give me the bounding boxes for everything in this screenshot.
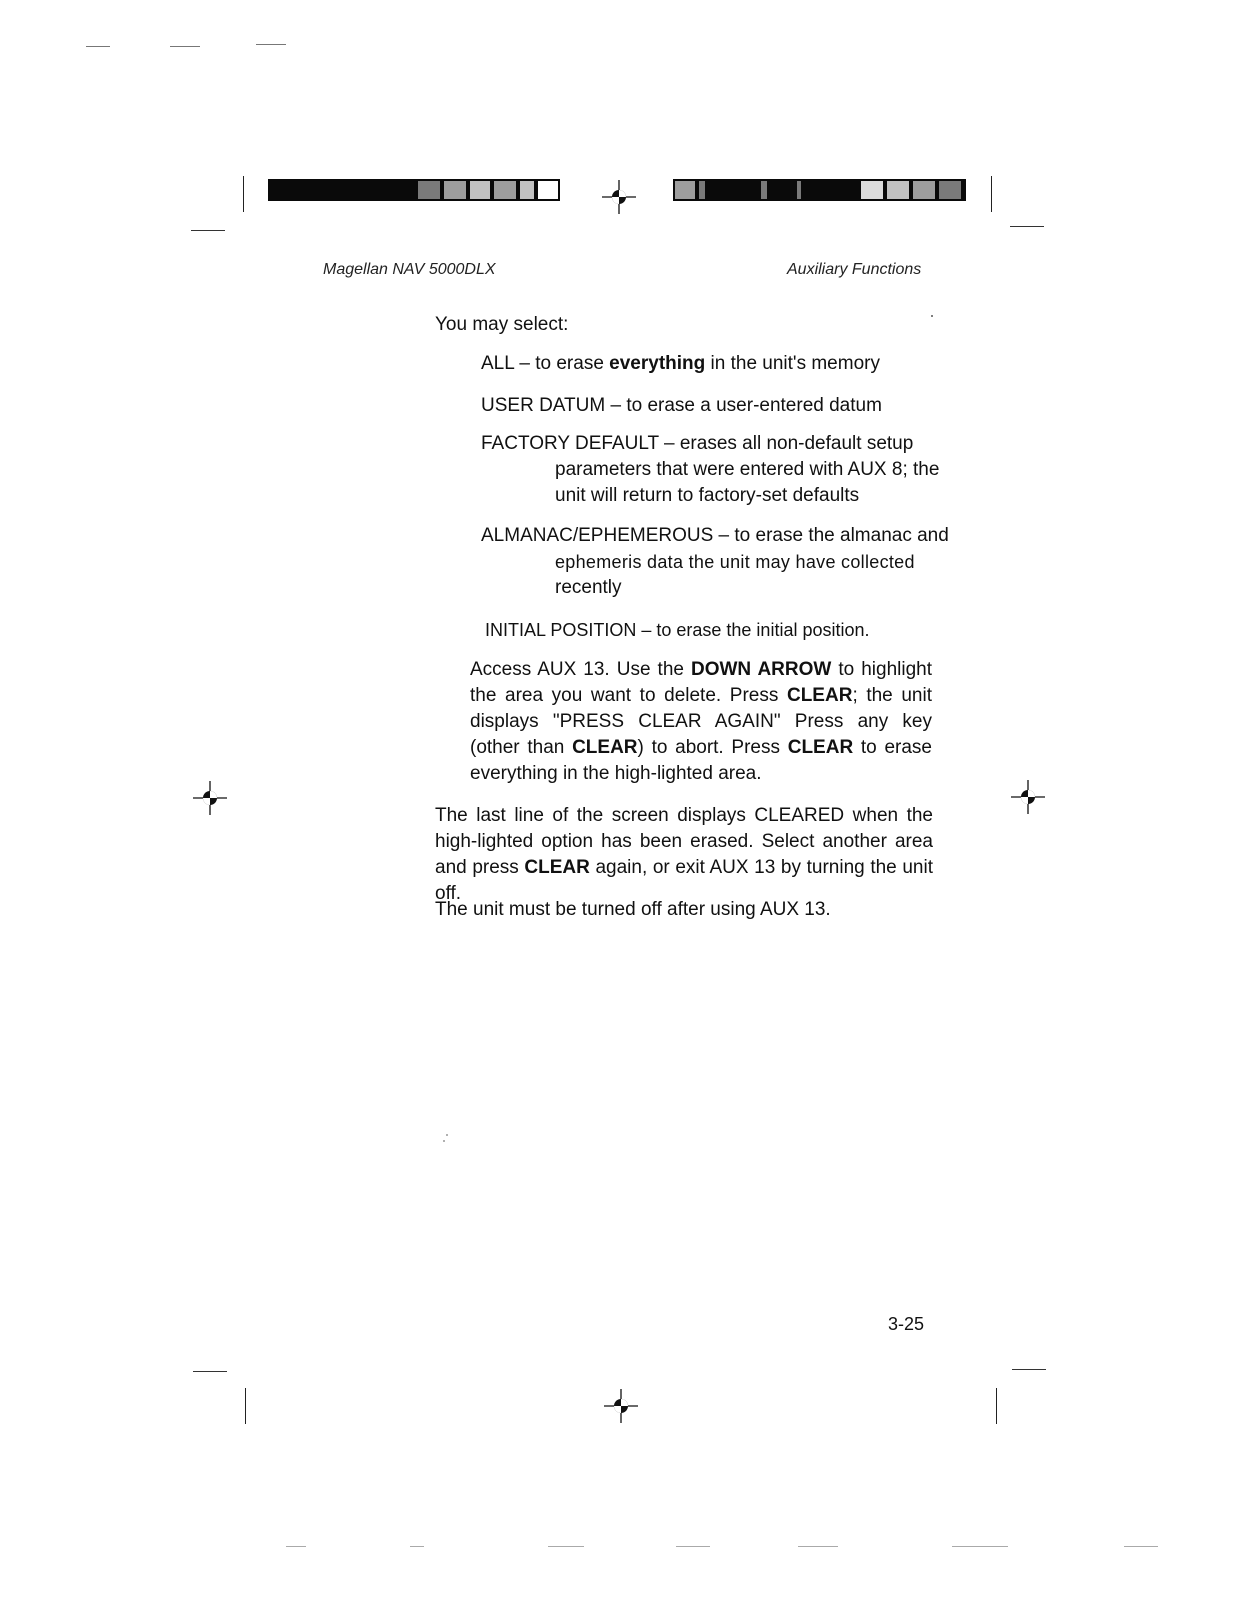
crop-mark: [1124, 1546, 1158, 1547]
header-bar-right: [673, 179, 966, 201]
crop-line-right-top: [991, 176, 992, 212]
crop-line: [1010, 226, 1044, 227]
registration-mark-icon: [1011, 780, 1045, 814]
crop-mark: [676, 1546, 710, 1547]
header-bar-left: [268, 179, 560, 201]
crop-line: [191, 230, 225, 231]
speck: [446, 1134, 448, 1136]
crop-mark: [256, 44, 286, 45]
registration-mark-icon: [604, 1389, 638, 1423]
crop-mark: [170, 46, 200, 47]
crop-line: [1012, 1369, 1046, 1370]
crop-mark: [548, 1546, 584, 1547]
page-number: 3-25: [888, 1314, 925, 1334]
running-header-left: Magellan NAV 5000DLX: [323, 261, 496, 278]
intro-text: You may select:: [435, 314, 569, 335]
crop-mark: [798, 1546, 838, 1547]
final-note: The unit must be turned off after using AUX 13.: [435, 899, 831, 920]
registration-mark-icon: [193, 781, 227, 815]
speck: [931, 315, 933, 317]
access-paragraph: Access AUX 13. Use the DOWN ARROW to highlight the area you want to delete. Press CLEAR; the unit displays "PRESS CLEAR AGAIN" Press any key (other than CLEAR) to abort. Press CLEAR to erase everything in the high-lighted area.: [470, 659, 933, 784]
registration-mark-icon: [602, 180, 636, 214]
crop-line-right-bottom: [996, 1388, 997, 1424]
crop-line: [193, 1371, 227, 1372]
crop-line-left-bottom: [245, 1388, 246, 1424]
option-initial-position: INITIAL POSITION – to erase the initial position.: [485, 620, 870, 640]
crop-mark: [286, 1546, 306, 1547]
option-all: ALL – to erase everything in the unit's memory: [481, 353, 880, 374]
speck: [443, 1140, 445, 1142]
option-user-datum: USER DATUM – to erase a user-entered datum: [481, 395, 882, 416]
crop-mark: [952, 1546, 1008, 1547]
crop-mark: [410, 1546, 424, 1547]
cleared-paragraph: The last line of the screen displays CLEARED when the high-lighted option has been erased. Select another area and press CLEAR again, or exit AUX 13 by turning the unit off.: [435, 805, 933, 904]
crop-mark: [86, 46, 110, 47]
running-header-right: Auxiliary Functions: [787, 261, 922, 278]
crop-line-left-top: [243, 176, 244, 212]
